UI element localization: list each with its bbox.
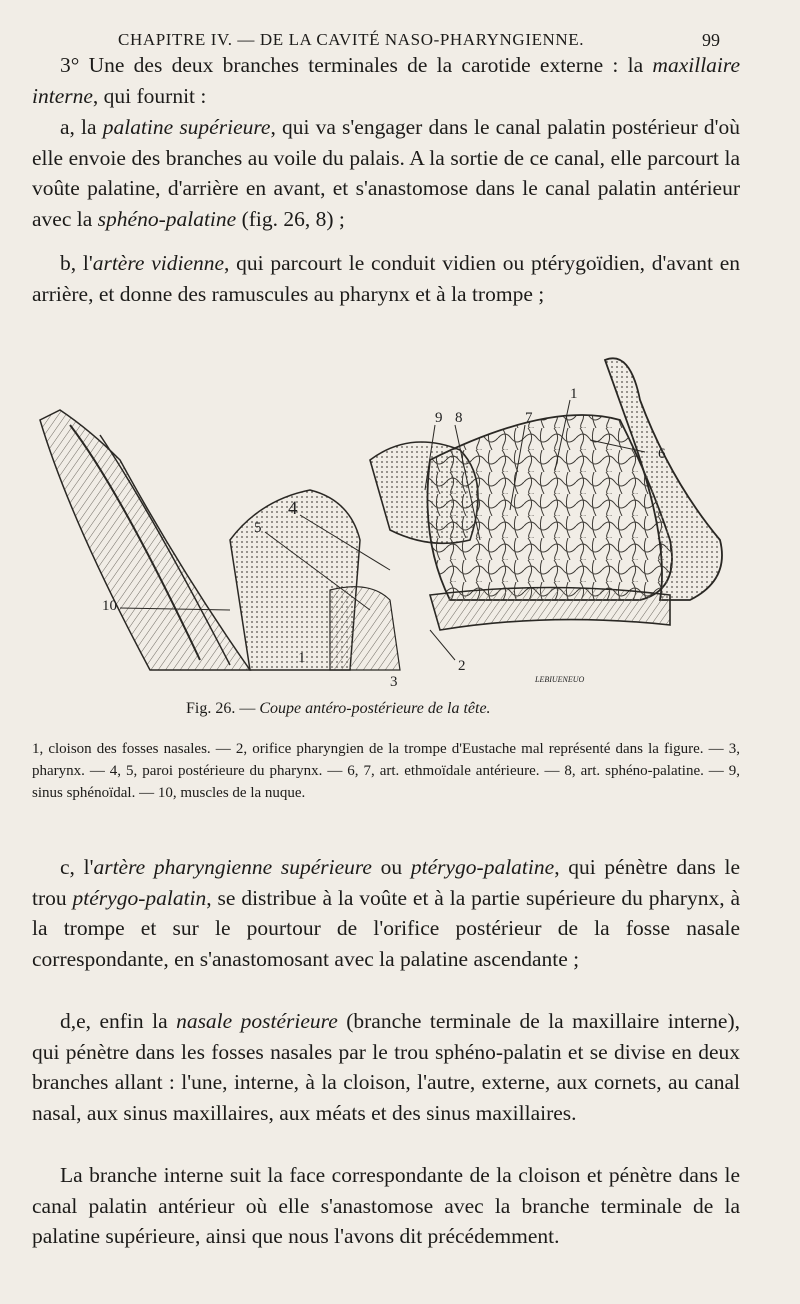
label-4: 4 (288, 498, 298, 519)
paragraph-nasale-posterieure: d,e, enfin la nasale postérieure (branche terminale de la maxillaire interne), qui pénètre dans les fosses nasales par le trou sphéno-palatin et se divise en deux branches allant : l'une, interne, à la cloison, l'autre, externe, aux cornets, au canal nasal, aux sinus maxillaires, aux méats et des sinus maxillaires. (32, 1009, 740, 1125)
label-1-right: 1 (570, 386, 578, 402)
paragraph-pharyngienne-superieure: c, l'artère pharyngienne supérieure ou ptérygo-palatine, qui pénètre dans le trou ptérygo-palatin, se distribue à la voûte et à la partie supérieure du pharynx, à la trompe et sur le pourtour de l'orifice postérieur de la fosse nasale correspondante, en s'anastomosant avec la palatine ascendante ; (32, 855, 741, 971)
label-8: 8 (455, 410, 463, 426)
label-3: 3 (390, 674, 398, 690)
pharynx-wall (330, 587, 400, 670)
hard-palate (430, 588, 670, 631)
paragraph-branche-interne: La branche interne suit la face correspondante de la cloison et pénètre dans le canal palatin antérieur où elle s'anastomose avec la branche terminale de la palatine supérieure, ainsi que nous l'avons dit précédemment. (32, 1163, 740, 1248)
engraver-signature: LEBIUENEUO (535, 675, 585, 684)
label-1-left: 1 (298, 650, 306, 666)
chapter-title: CHAPITRE IV. — DE LA CAVITÉ NASO-PHARYNGIENNE. (118, 30, 585, 49)
paragraph-artere-vidienne: b, l'artère vidienne, qui parcourt le conduit vidien ou ptérygoïdien, d'avant en arrière, et donne des ramuscules au pharynx et à la trompe ; (32, 251, 740, 306)
paragraph-palatine-superieure: a, la palatine supérieure, qui va s'engager dans le canal palatin postérieur d'où elle envoie des branches au voile du palais. A la sortie de ce canal, elle parcourt la voûte palatine, d'arrière en avant, et s'anastomose dans le canal palatin antérieur avec la sphéno-palatine (fig. 26, 8) ; (32, 115, 741, 231)
paragraph-maxillaire-interne: 3° Une des deux branches terminales de la carotide externe : la maxillaire interne, qui fournit : (32, 53, 740, 108)
label-9: 9 (435, 410, 443, 426)
label-7: 7 (525, 410, 533, 426)
label-2: 2 (458, 658, 466, 674)
figure-caption: Fig. 26. — Coupe antéro-postérieure de la tête. (186, 700, 491, 717)
anatomical-figure (30, 340, 775, 690)
label-5: 5 (254, 520, 262, 536)
label-6: 6 (658, 446, 666, 462)
label-10: 10 (102, 598, 117, 614)
page-number: 99 (702, 30, 720, 50)
figure-legend: 1, cloison des fosses nasales. — 2, orifice pharyngien de la trompe d'Eustache mal représenté dans la figure. — 3, pharynx. — 4, 5, paroi postérieure du pharynx. — 6, 7, art. ethmoïdale antérieure. — 8, art. sphéno-palatine. — 9, sinus sphénoïdal. — 10, muscles de la nuque. (32, 741, 740, 801)
head-section-illustration (30, 340, 775, 690)
neck-muscles (40, 410, 250, 670)
